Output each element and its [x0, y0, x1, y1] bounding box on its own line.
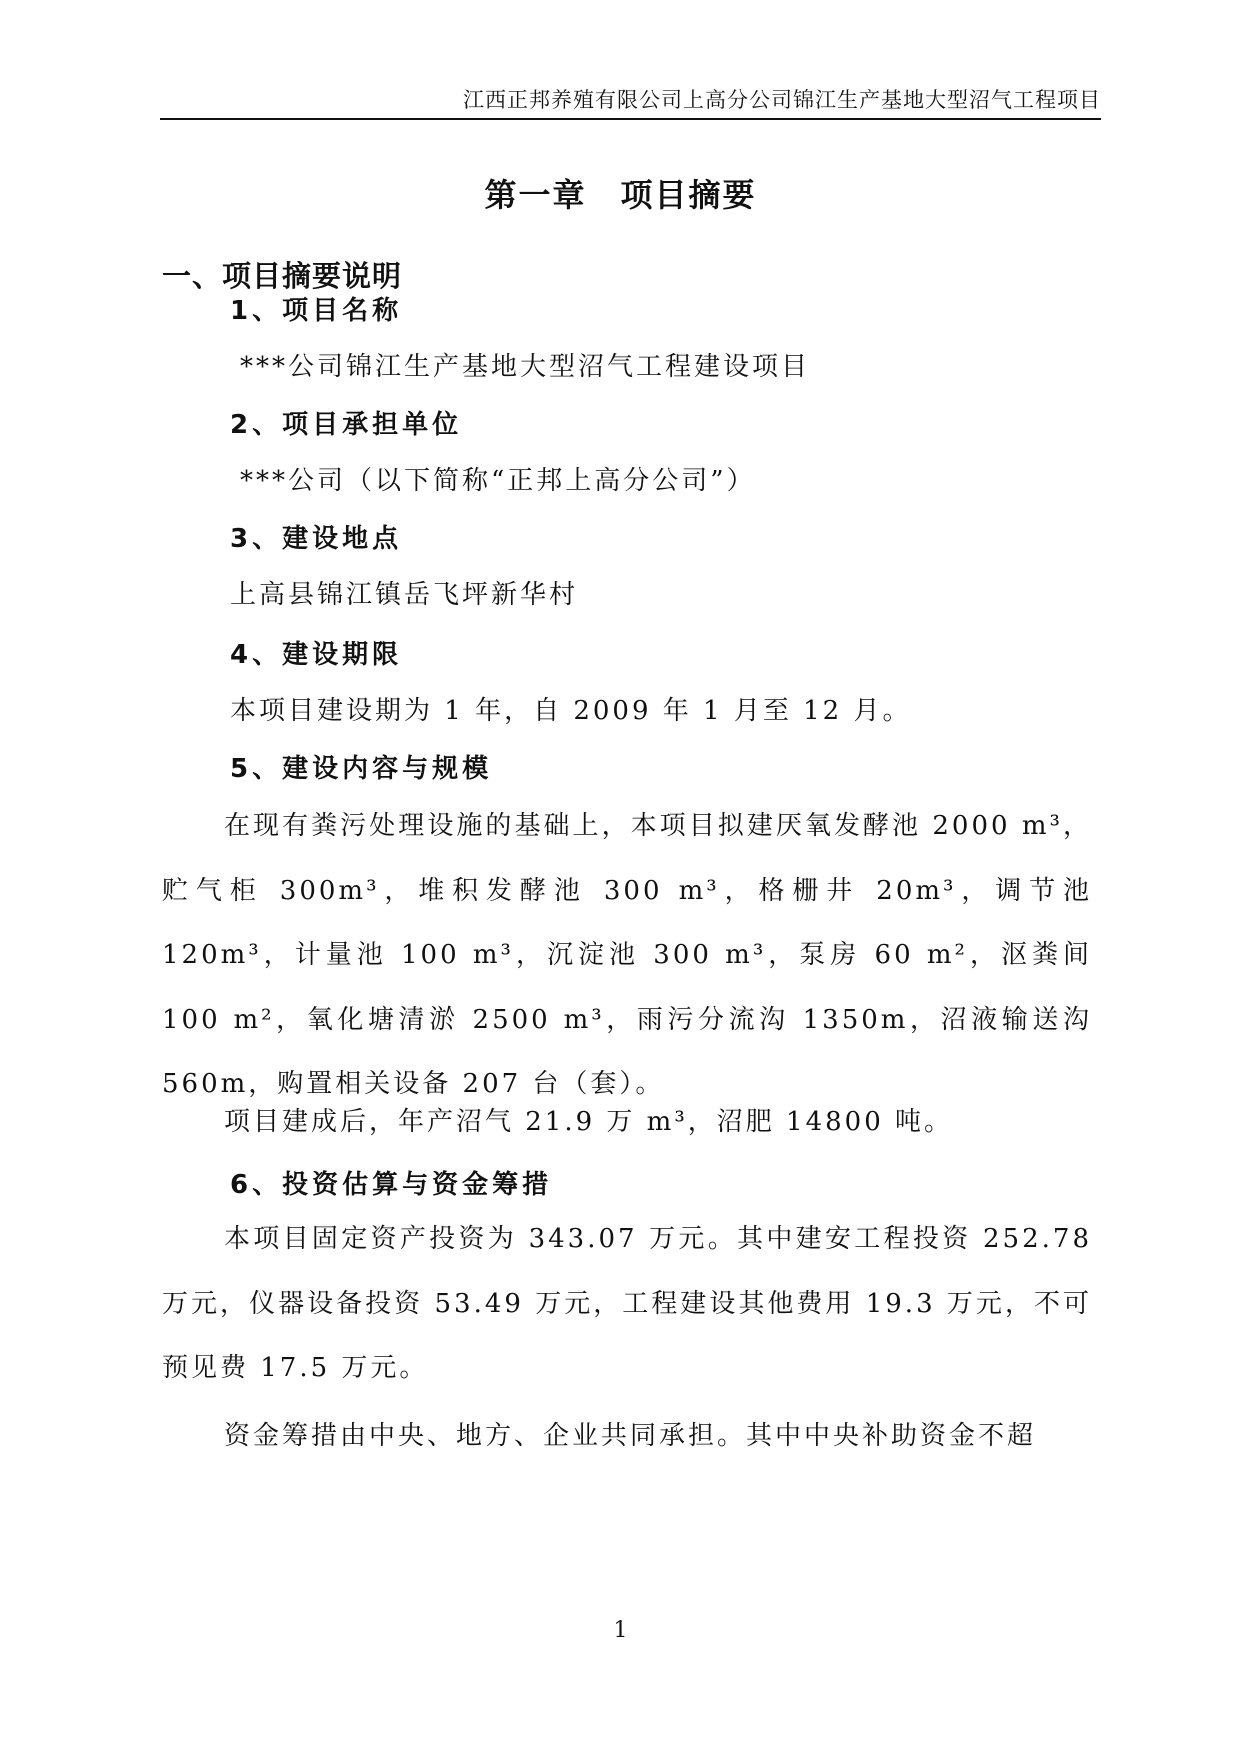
item-text-undertaking-unit: ***公司（以下简称“正邦上高分公司”） [240, 466, 756, 496]
section-heading: 一、项目摘要说明 [162, 259, 403, 293]
item-text-period: 本项目建设期为 1 年，自 2009 年 1 月至 12 月。 [230, 696, 912, 726]
header-title: 江西正邦养殖有限公司上高分公司锦江生产基地大型沼气工程项目 [463, 88, 1101, 112]
item-text-project-name: ***公司锦江生产基地大型沼气工程建设项目 [240, 352, 811, 382]
item-text-location: 上高县锦江镇岳飞坪新华村 [230, 580, 579, 610]
item-heading-investment: 6、投资估算与资金筹措 [230, 1170, 553, 1200]
item-heading-location: 3、建设地点 [230, 524, 403, 554]
output-paragraph: 项目建成后，年产沼气 21.9 万 m³，沼肥 14800 吨。 [224, 1107, 954, 1137]
item-heading-period: 4、建设期限 [230, 640, 403, 670]
header-divider [160, 118, 1101, 120]
chapter-title: 第一章 项目摘要 [484, 176, 757, 214]
funding-paragraph: 资金筹措由中央、地方、企业共同承担。其中中央补助资金不超 [224, 1421, 1037, 1451]
page-number: 1 [613, 1618, 628, 1643]
item-heading-undertaking-unit: 2、项目承担单位 [230, 410, 463, 440]
item-heading-project-name: 1、项目名称 [230, 296, 403, 326]
scope-paragraph: 在现有粪污处理设施的基础上，本项目拟建厌氧发酵池 2000 m³，贮气柜 300m³，堆积发酵池 300 m³，格栅井 20m³，调节池 120m³，计量池 100 m³，沉淀池 300 m³，泵房 60 m²，沤粪间 100 m²，氧化塘清淤 2500 m³，雨污分流沟 1350m，沼液输送沟 560m，购置相关设备 207 台（套）。 [162, 811, 1092, 1099]
investment-paragraph: 本项目固定资产投资为 343.07 万元。其中建安工程投资 252.78 万元，仪器设备投资 53.49 万元，工程建设其他费用 19.3 万元，不可预见费 17.5 万元。 [162, 1224, 1092, 1383]
item-heading-scope: 5、建设内容与规模 [230, 754, 493, 784]
